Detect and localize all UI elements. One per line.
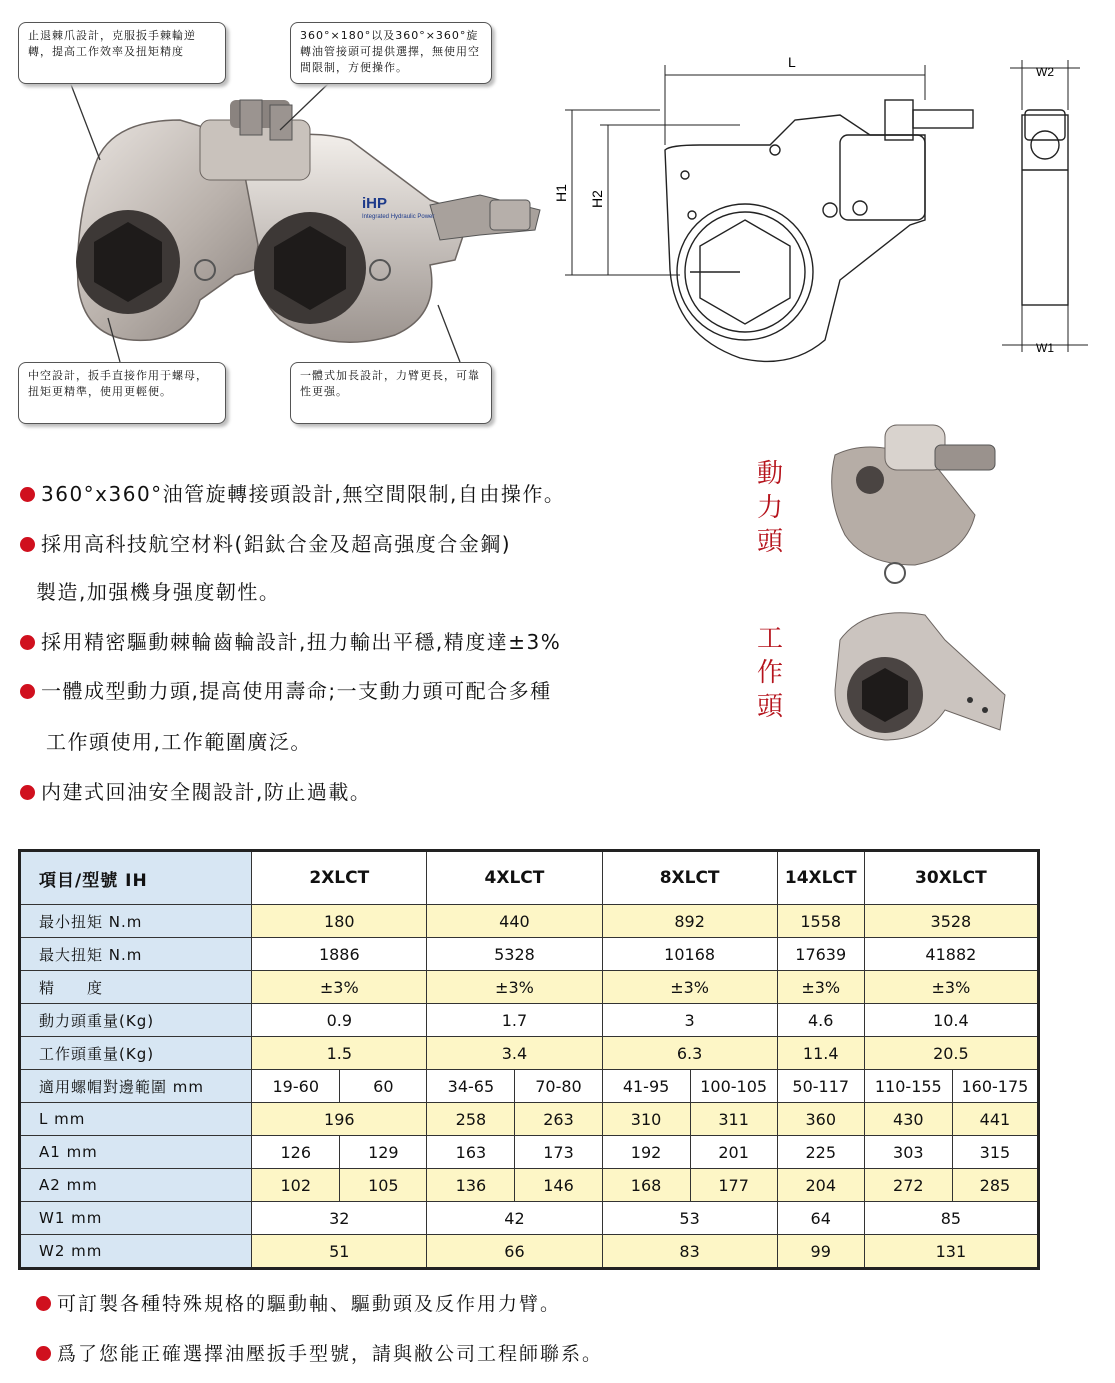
table-cell: 360	[777, 1103, 864, 1136]
ihp-logo-subtitle: Integrated Hydraulic Power	[362, 214, 435, 220]
table-cell: 204	[777, 1169, 864, 1202]
table-cell: 5328	[427, 938, 602, 971]
header-model: 4XLCT	[427, 851, 602, 905]
table-cell: 42	[427, 1202, 602, 1235]
table-cell: 440	[427, 905, 602, 938]
table-cell: 53	[602, 1202, 777, 1235]
row-label: W2 mm	[20, 1235, 252, 1269]
table-row	[20, 938, 1039, 971]
table-cell: 892	[602, 905, 777, 938]
ihp-logo: iHP	[362, 195, 388, 212]
table-cell: 303	[864, 1136, 952, 1169]
bullet-dot-icon	[20, 537, 35, 552]
table-row	[20, 971, 1039, 1004]
table-row	[20, 1037, 1039, 1070]
row-label: W1 mm	[20, 1202, 252, 1235]
header-item: 項目/型號 IH	[20, 851, 252, 905]
bullet-dot-icon	[20, 785, 35, 800]
spec-table	[18, 849, 1040, 1270]
table-cell: ±3%	[602, 971, 777, 1004]
table-cell: 126	[252, 1136, 340, 1169]
header-model: 14XLCT	[777, 851, 864, 905]
row-label: 動力頭重量(Kg)	[20, 1004, 252, 1037]
table-row	[20, 1136, 1039, 1169]
table-cell: 315	[952, 1136, 1038, 1169]
header-model: 2XLCT	[252, 851, 427, 905]
table-cell: 102	[252, 1169, 340, 1202]
bullet-dot-icon	[20, 635, 35, 650]
header-model: 30XLCT	[864, 851, 1038, 905]
table-row	[20, 905, 1039, 938]
table-cell: 41882	[864, 938, 1038, 971]
table-cell: 1886	[252, 938, 427, 971]
row-label: 最小扭矩 N.m	[20, 905, 252, 938]
table-cell: 1.5	[252, 1037, 427, 1070]
table-cell: 3.4	[427, 1037, 602, 1070]
table-cell: 10.4	[864, 1004, 1038, 1037]
table-cell: 258	[427, 1103, 515, 1136]
table-cell: 146	[515, 1169, 602, 1202]
row-label: 精 度	[20, 971, 252, 1004]
bullet-dot-icon	[20, 684, 35, 699]
bullet-dot-icon	[20, 487, 35, 502]
table-cell: 32	[252, 1202, 427, 1235]
table-cell: 180	[252, 905, 427, 938]
table-row	[20, 1103, 1039, 1136]
table-cell: 110-155	[864, 1070, 952, 1103]
header-model: 8XLCT	[602, 851, 777, 905]
table-cell: 285	[952, 1169, 1038, 1202]
dimension-drawing	[540, 40, 1100, 380]
table-cell: 34-65	[427, 1070, 515, 1103]
callout-swivel-fitting: 360°×180°以及360°×360°旋轉油管接頭可提供選擇，無使用空間限制，方便操作。	[290, 22, 492, 84]
footer-note-1: 可訂製各種特殊規格的驅動軸、驅動頭及反作用力臂。	[36, 1290, 561, 1318]
label-power-head: 動力頭	[756, 459, 783, 557]
row-label: 最大扭矩 N.m	[20, 938, 252, 971]
table-row	[20, 1169, 1039, 1202]
table-cell: 4.6	[777, 1004, 864, 1037]
power-head-photo	[815, 415, 1015, 585]
bullet-dot-icon	[36, 1346, 51, 1361]
table-cell: 99	[777, 1235, 864, 1269]
bullet-2: 採用高科技航空材料(鋁鈦合金及超高强度合金鋼)	[20, 530, 511, 558]
bullet-2-cont: 製造,加强機身强度韌性。	[36, 580, 281, 604]
table-row	[20, 1004, 1039, 1037]
table-cell: 196	[252, 1103, 427, 1136]
table-row	[20, 1235, 1039, 1269]
table-cell: 3	[602, 1004, 777, 1037]
table-cell: 168	[602, 1169, 690, 1202]
table-cell: 272	[864, 1169, 952, 1202]
table-cell: 3528	[864, 905, 1038, 938]
dim-h2-label: H2	[589, 190, 605, 208]
row-label: A2 mm	[20, 1169, 252, 1202]
table-cell: 131	[864, 1235, 1038, 1269]
callout-ratchet-pawl: 止退棘爪設計，克服扳手棘輪逆轉，提高工作效率及扭矩精度	[18, 22, 226, 84]
table-cell: 66	[427, 1235, 602, 1269]
footer-note-2: 爲了您能正確選擇油壓扳手型號，請與敝公司工程師聯系。	[36, 1340, 603, 1368]
table-cell: 105	[340, 1169, 427, 1202]
table-cell: 51	[252, 1235, 427, 1269]
table-cell: 10168	[602, 938, 777, 971]
table-cell: 100-105	[690, 1070, 777, 1103]
table-cell: 160-175	[952, 1070, 1038, 1103]
bullet-5: 内建式回油安全閥設計,防止過載。	[20, 778, 371, 806]
callout-hollow-design: 中空設計，扳手直接作用于螺母，扭矩更精準，使用更輕便。	[18, 362, 226, 424]
label-work-head: 工作頭	[756, 624, 783, 722]
bullet-1: 360°x360°油管旋轉接頭設計,無空間限制,自由操作。	[20, 480, 565, 508]
table-cell: ±3%	[864, 971, 1038, 1004]
work-head-photo	[825, 600, 1020, 745]
table-cell: 85	[864, 1202, 1038, 1235]
table-cell: 225	[777, 1136, 864, 1169]
table-cell: 20.5	[864, 1037, 1038, 1070]
row-label: 工作頭重量(Kg)	[20, 1037, 252, 1070]
row-label: A1 mm	[20, 1136, 252, 1169]
table-cell: 64	[777, 1202, 864, 1235]
bullet-4: 一體成型動力頭,提高使用壽命;一支動力頭可配合多種	[20, 677, 552, 705]
table-cell: 136	[427, 1169, 515, 1202]
table-cell: 310	[602, 1103, 690, 1136]
table-cell: 11.4	[777, 1037, 864, 1070]
bullet-3: 採用精密驅動棘輪齒輪設計,扭力輸出平穩,精度達±3%	[20, 628, 561, 656]
table-cell: 441	[952, 1103, 1038, 1136]
table-cell: 19-60	[252, 1070, 340, 1103]
row-label: L mm	[20, 1103, 252, 1136]
dim-w2-label: W2	[1036, 65, 1054, 79]
table-cell: 50-117	[777, 1070, 864, 1103]
table-row	[20, 1202, 1039, 1235]
table-cell: 41-95	[602, 1070, 690, 1103]
dim-l-label: L	[788, 54, 796, 70]
table-cell: 311	[690, 1103, 777, 1136]
table-cell: 201	[690, 1136, 777, 1169]
table-cell: 1558	[777, 905, 864, 938]
table-cell: 60	[340, 1070, 427, 1103]
table-cell: 1.7	[427, 1004, 602, 1037]
table-cell: 70-80	[515, 1070, 602, 1103]
bullet-4-cont: 工作頭使用,工作範圍廣泛。	[46, 730, 312, 754]
table-cell: ±3%	[777, 971, 864, 1004]
row-label: 適用螺帽對邊範圍 mm	[20, 1070, 252, 1103]
table-cell: ±3%	[427, 971, 602, 1004]
table-cell: 177	[690, 1169, 777, 1202]
table-cell: 6.3	[602, 1037, 777, 1070]
table-cell: 17639	[777, 938, 864, 971]
table-cell: 263	[515, 1103, 602, 1136]
table-cell: ±3%	[252, 971, 427, 1004]
bullet-dot-icon	[36, 1296, 51, 1311]
table-row	[20, 1070, 1039, 1103]
dim-w1-label: W1	[1036, 341, 1054, 355]
table-cell: 173	[515, 1136, 602, 1169]
callout-extended-design: 一體式加長設計，力臂更長，可靠性更强。	[290, 362, 492, 424]
table-cell: 192	[602, 1136, 690, 1169]
table-cell: 83	[602, 1235, 777, 1269]
table-cell: 0.9	[252, 1004, 427, 1037]
table-cell: 129	[340, 1136, 427, 1169]
table-header-row	[20, 851, 1039, 905]
dim-h1-label: H1	[553, 184, 569, 202]
table-cell: 430	[864, 1103, 952, 1136]
table-cell: 163	[427, 1136, 515, 1169]
